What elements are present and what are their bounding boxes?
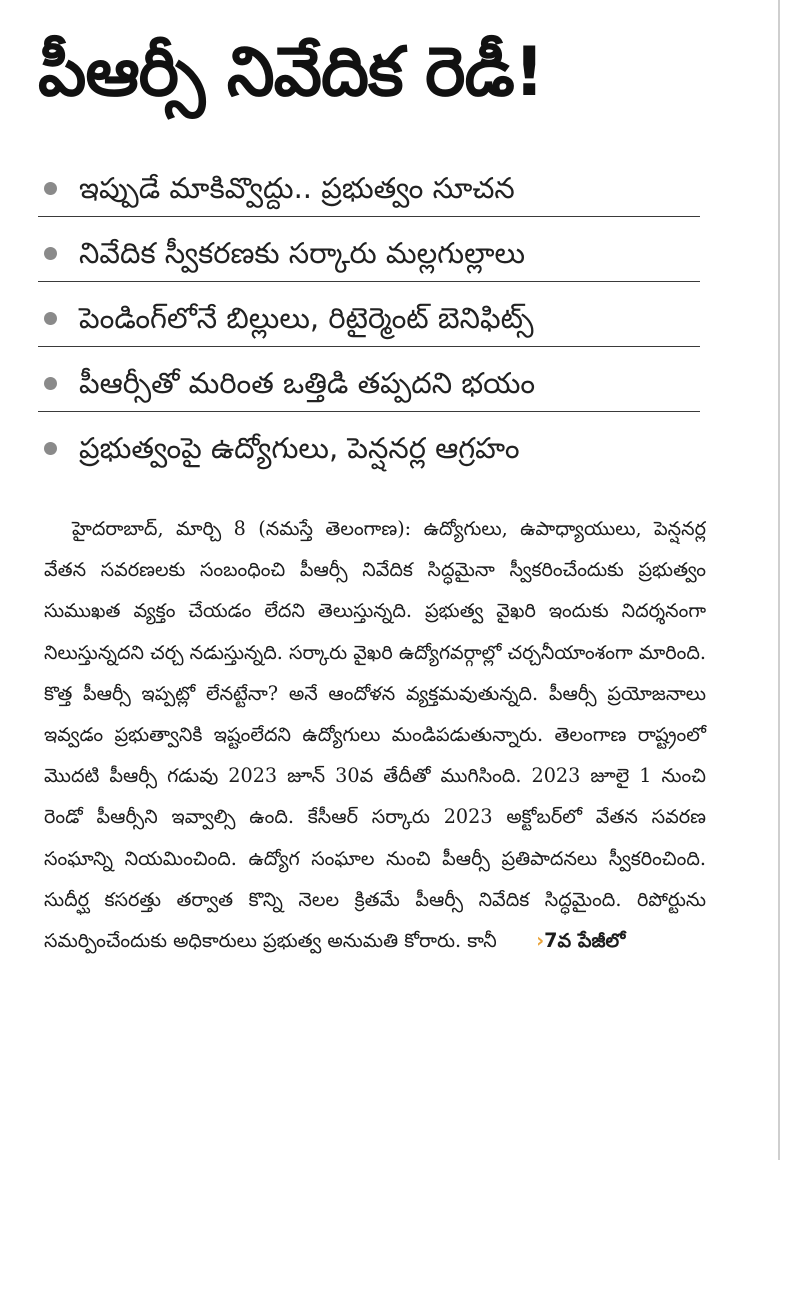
bullet-item xyxy=(38,290,700,347)
bullet-list xyxy=(38,160,700,484)
article-body-text: హైదరాబాద్, మార్చి 8 (నమస్తే తెలంగాణ): ఉద్యోగులు, ఉపాధ్యాయులు, పెన్షనర్ల వేతన సవరణలకు సంబంధించి పీఆర్సీ నివేదిక సిద్ధమైనా స్వీకరించేందుకు ప్రభుత్వం సుముఖత వ్యక్తం చేయడం లేదని తెలుస్తున్నది. ప్రభుత్వ వైఖరి ఇందుకు నిదర్శనంగా నిలుస్తున్నదని చర్చ నడుస్తున్నది. సర్కారు వైఖరి ఉద్యోగవర్గాల్లో చర్చనీయాంశంగా మారింది. కొత్త పీఆర్సీ ఇప్పట్లో లేనట్టేనా? అనే ఆందోళన వ్యక్తమవుతున్నది. పీఆర్సీ ప్రయోజనాలు ఇవ్వడం ప్రభుత్వానికి ఇష్టంలేదని ఉద్యోగులు మండిపడుతున్నారు. తెలంగాణ రాష్ట్రంలో మొదటి పీఆర్సీ గడువు 2023 జూన్ 30వ తేదీతో ముగిసింది. 2023 జూలై 1 నుంచి రెండో పీఆర్సీని ఇవ్వాల్సి ఉంది. కేసీఆర్ సర్కారు 2023 అక్టోబర్‌లో వేతన సవరణ సంఘాన్ని నియమించింది. ఉద్యోగ సంఘాల నుంచి పీఆర్సీ ప్రతిపాదనలు స్వీకరించింది. సుదీర్ఘ కసరత్తు తర్వాత కొన్ని నెలల క్రితమే పీఆర్సీ నివేదిక సిద్ధమైంది. రిపోర్టును సమర్పించేందుకు అధికారులు ప్రభుత్వ అనుమతి కోరారు. కానీ xyxy=(44,517,706,953)
bullet-text: నివేదిక స్వీకరణకు సర్కారు మల్లగుల్లాలు xyxy=(79,236,526,270)
column-divider xyxy=(778,0,780,1160)
bullet-dot-icon xyxy=(44,247,57,260)
bullet-text: ప్రభుత్వంపై ఉద్యోగులు, పెన్షనర్ల ఆగ్రహం xyxy=(79,431,520,465)
bullet-dot-icon xyxy=(44,312,57,325)
bullet-text: పీఆర్సీతో మరింత ఒత్తిడి తప్పదని భయం xyxy=(79,366,536,400)
continued-on-page-link[interactable] xyxy=(503,929,625,952)
bullet-text: పెండింగ్‌లోనే బిల్లులు, రిటైర్మెంట్ బెనిఫిట్స్ xyxy=(79,301,534,335)
bullet-dot-icon xyxy=(44,182,57,195)
bullet-dot-icon xyxy=(44,377,57,390)
continued-label: 7వ పేజీలో xyxy=(544,929,626,953)
bullet-item xyxy=(38,225,700,282)
article-body xyxy=(44,508,706,961)
bullet-item xyxy=(38,355,700,412)
continue-arrow-icon: › xyxy=(536,929,545,953)
bullet-item xyxy=(38,420,700,476)
bullet-dot-icon xyxy=(44,442,57,455)
bullet-text: ఇప్పుడే మాకివ్వొద్దు.. ప్రభుత్వం సూచన xyxy=(79,171,515,205)
headline: పీఆర్సీ నివేదిక రెడీ! xyxy=(38,33,544,112)
bullet-item xyxy=(38,160,700,217)
